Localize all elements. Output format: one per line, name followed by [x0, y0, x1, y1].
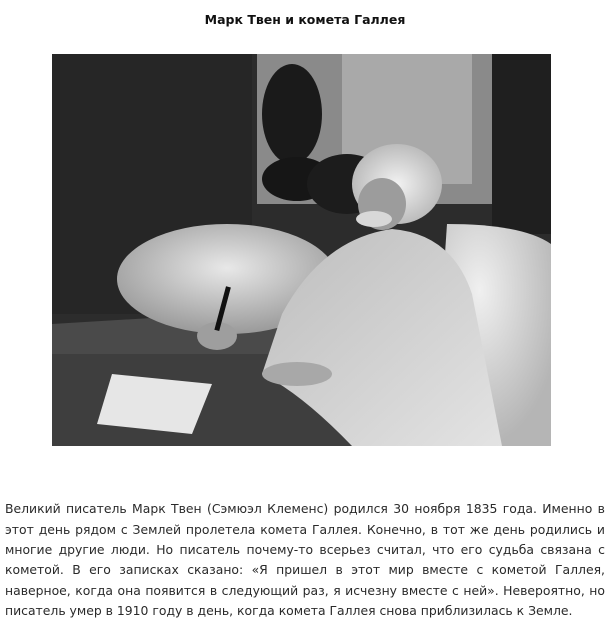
photo-mark-twain-icon — [52, 54, 551, 446]
article-photo — [52, 54, 551, 446]
article-paragraph: Великий писатель Марк Твен (Сэмюэл Клеменс) родился 30 ноября 1835 года. Именно в этот день рядом с Землей пролетела комета Галлея. Конечно, в тот же день родились и многие другие люди. Но писатель почему-то всерьез считал, что его судьба связана с кометой. В его записках сказано: «Я пришел в этот мир вместе с кометой Галлея, наверное, когда она появится в следующий раз, я исчезну вместе с ней». Невероятно, но писатель умер в 1910 году в день, когда комета Галлея снова приблизилась к Земле. — [5, 501, 605, 618]
article-title: Марк Твен и комета Галлея — [204, 12, 406, 27]
